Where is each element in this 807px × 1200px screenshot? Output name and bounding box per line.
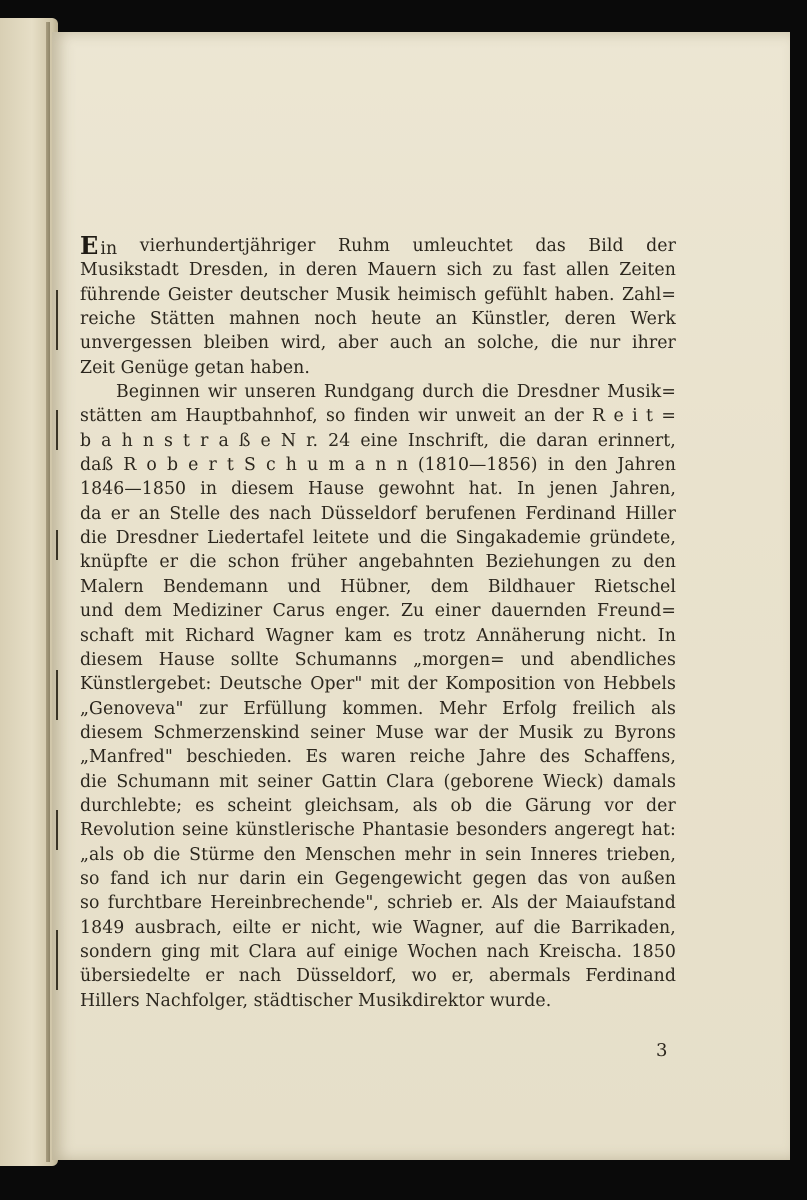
text-line: diesem Schmerzenskind seiner Muse war der Musik zu Byrons — [80, 722, 676, 743]
text-line: Hillers Nachfolger, städtischer Musikdirektor wurde. — [80, 990, 552, 1011]
text-line: die Schumann mit seiner Gattin Clara (geborene Wieck) damals — [80, 771, 676, 792]
text-line: so furchtbare Hereinbrechende", schrieb er. Als der Maiaufstand — [80, 893, 676, 914]
text-line: knüpfte er die schon früher angebahnten Beziehungen zu den — [80, 552, 676, 573]
text-line: schaft mit Richard Wagner kam es trotz Annäherung nicht. In — [80, 625, 676, 646]
text-line: reiche Stätten mahnen noch heute an Künstler, deren Werk — [80, 309, 676, 330]
text-line: führende Geister deutscher Musik heimisch gefühlt haben. Zahl= — [80, 284, 676, 305]
text-line: da er an Stelle des nach Düsseldorf berufenen Ferdinand Hiller — [80, 503, 676, 524]
text-line: Künstlergebet: Deutsche Oper" mit der Komposition von Hebbels — [80, 674, 676, 695]
text-line: diesem Hause sollte Schumanns „morgen= und abendliches — [80, 649, 676, 670]
text-line: „als ob die Stürme den Menschen mehr in sein Inneres trieben, — [80, 844, 676, 865]
text-line: Zeit Genüge getan haben. — [80, 357, 311, 378]
text-line: übersiedelte er nach Düsseldorf, wo er, abermals Ferdinand — [80, 966, 676, 987]
text-line: daß R o b e r t S c h u m a n n (1810—1856) in den Jahren — [80, 455, 676, 476]
text-line: E in vierhundertjähriger Ruhm umleuchtet das Bild der — [80, 231, 676, 260]
text-line: b a h n s t r a ß e N r. 24 eine Inschrift, die daran erinnert, — [80, 430, 676, 451]
page-number: 3 — [656, 1040, 668, 1061]
text-line: „Manfred" beschieden. Es waren reiche Jahre des Schaffens, — [80, 747, 676, 768]
text-line: 1846—1850 in diesem Hause gewohnt hat. In jenen Jahren, — [80, 479, 676, 500]
book-gutter — [46, 22, 50, 1162]
text-line: „Genoveva" zur Erfüllung kommen. Mehr Erfolg freilich als — [80, 698, 676, 719]
text-line: Musikstadt Dresden, in deren Mauern sich zu fast allen Zeiten — [80, 260, 676, 281]
text-line: so fand ich nur darin ein Gegengewicht gegen das von außen — [80, 868, 676, 889]
margin-pencil-marks — [52, 290, 70, 1050]
text-line: Malern Bendemann und Hübner, dem Bildhauer Rietschel — [80, 576, 676, 597]
text-line: durchlebte; es scheint gleichsam, als ob die Gärung vor der — [80, 795, 676, 816]
text-line: unvergessen bleiben wird, aber auch an solche, die nur ihrer — [80, 333, 676, 354]
text-line: Revolution seine künstlerische Phantasie besonders angeregt hat: — [80, 820, 676, 841]
text-line: stätten am Hauptbahnhof, so finden wir unweit an der R e i t = — [80, 406, 676, 427]
body-text — [80, 231, 676, 1013]
text-line: die Dresdner Liedertafel leitete und die Singakademie gründete, — [80, 528, 676, 549]
text-line: Beginnen wir unseren Rundgang durch die Dresdner Musik= — [116, 382, 676, 403]
text-line: sondern ging mit Clara auf einige Wochen nach Kreischa. 1850 — [80, 941, 676, 962]
text-line: 1849 ausbrach, eilte er nicht, wie Wagner, auf die Barrikaden, — [80, 917, 676, 938]
text-line: und dem Mediziner Carus enger. Zu einer dauernden Freund= — [80, 601, 676, 622]
